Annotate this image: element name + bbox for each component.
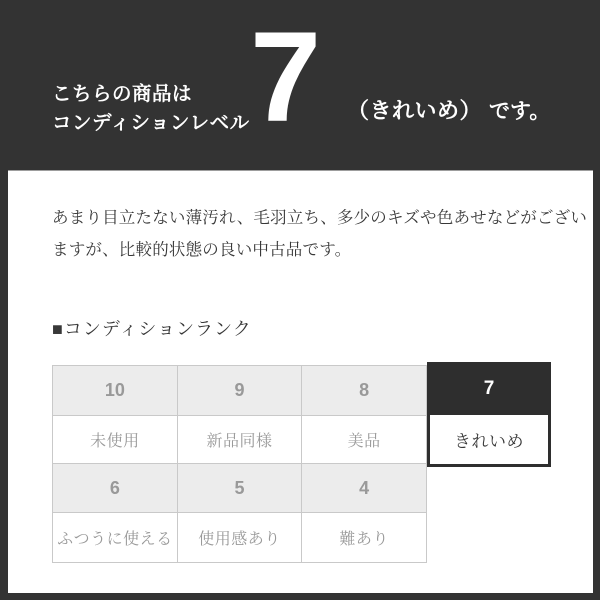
condition-level-number: 7 — [250, 6, 322, 149]
condition-banner — [0, 0, 600, 170]
banner-intro-text — [52, 80, 250, 138]
rank-number-10: 10 — [53, 366, 178, 416]
current-rank-cell — [427, 362, 551, 467]
rank-label-6: ふつうに使える — [53, 513, 178, 563]
rank-number-5: 5 — [178, 464, 303, 513]
current-rank-label: きれいめ — [430, 415, 548, 464]
rank-label-4: 難あり — [302, 513, 427, 563]
rank-grid — [52, 365, 427, 563]
rank-number-8: 8 — [302, 366, 427, 416]
condition-level-suffix: です。 — [489, 100, 551, 123]
banner-intro-line2: コンディションレベル — [52, 112, 250, 134]
current-rank-number: 7 — [483, 377, 495, 399]
content-panel — [8, 170, 593, 593]
rank-number-6: 6 — [53, 464, 178, 513]
rank-label-5: 使用感あり — [178, 513, 303, 563]
rank-number-4: 4 — [302, 464, 427, 513]
rank-label-9: 新品同様 — [178, 416, 303, 464]
condition-rank-table — [52, 365, 550, 565]
banner-intro-line1: こちらの商品は — [52, 83, 193, 105]
rank-number-9: 9 — [178, 366, 303, 416]
condition-level-label: （きれいめ） — [347, 98, 483, 123]
rank-label-8: 美品 — [302, 416, 427, 464]
condition-description: あまり目立たない薄汚れ、毛羽立ち、多少のキズや色あせなどがございますが、比較的状態の良い中古品です。 — [52, 209, 588, 259]
rank-section-heading: ■コンディションランク — [52, 319, 252, 339]
rank-label-10: 未使用 — [53, 416, 178, 464]
